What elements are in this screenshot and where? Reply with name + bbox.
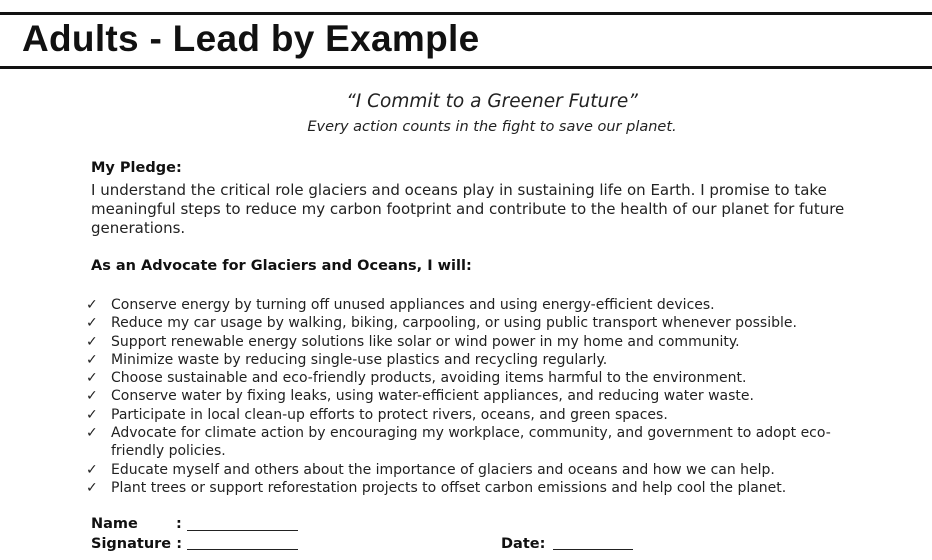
page-title: Adults - Lead by Example	[22, 18, 480, 59]
title-underline	[0, 66, 932, 69]
action-item	[86, 296, 876, 314]
date-field[interactable]	[553, 549, 633, 550]
check-icon: ✓	[86, 351, 98, 368]
action-text: Conserve energy by turning off unused appliances and using energy-efficient devices.	[111, 297, 715, 313]
signature-field[interactable]	[187, 549, 298, 550]
check-icon: ✓	[86, 315, 98, 332]
check-icon: ✓	[86, 333, 98, 350]
action-item	[86, 314, 876, 332]
action-item	[86, 406, 876, 424]
date-label: Date:	[501, 536, 546, 552]
pledge-subline: Every action counts in the fight to save our planet.	[307, 119, 677, 135]
action-item	[86, 479, 876, 497]
action-text: Participate in local clean-up efforts to protect rivers, oceans, and green spaces.	[111, 406, 668, 423]
action-item	[86, 369, 876, 387]
action-text: Educate myself and others about the importance of glaciers and oceans and how we can help.	[111, 461, 775, 478]
action-item	[86, 333, 876, 351]
action-text: Conserve water by fixing leaks, using water-efficient appliances, and reducing water waste.	[111, 388, 754, 405]
signature-label: Signature :	[91, 536, 182, 552]
check-icon: ✓	[86, 388, 98, 405]
action-text: Support renewable energy solutions like solar or wind power in my home and community.	[111, 333, 740, 350]
action-list	[86, 296, 876, 497]
advocate-heading: As an Advocate for Glaciers and Oceans, I will:	[91, 258, 472, 274]
action-text: Advocate for climate action by encouraging my workplace, community, and government to adopt eco-friendly policies.	[111, 425, 831, 460]
name-label: Name	[91, 516, 138, 532]
action-text: Minimize waste by reducing single-use plastics and recycling regularly.	[111, 351, 608, 368]
check-icon: ✓	[86, 297, 98, 313]
check-icon: ✓	[86, 406, 98, 423]
check-icon: ✓	[86, 461, 98, 478]
action-item	[86, 424, 876, 461]
action-text: Choose sustainable and eco-friendly products, avoiding items harmful to the environment.	[111, 370, 747, 387]
check-icon: ✓	[86, 425, 98, 442]
name-colon: :	[176, 516, 182, 532]
check-icon: ✓	[86, 479, 98, 496]
pledge-heading: My Pledge:	[91, 160, 182, 176]
action-item	[86, 351, 876, 369]
pledge-headline: “I Commit to a Greener Future”	[346, 91, 638, 112]
action-text: Reduce my car usage by walking, biking, carpooling, or using public transport whenever possible.	[111, 315, 797, 332]
action-item	[86, 461, 876, 479]
top-rule	[0, 12, 932, 15]
name-field[interactable]	[187, 530, 298, 531]
check-icon: ✓	[86, 370, 98, 387]
action-item	[86, 387, 876, 405]
action-text: Plant trees or support reforestation projects to offset carbon emissions and help cool the planet.	[111, 479, 787, 496]
pledge-body: I understand the critical role glaciers and oceans play in sustaining life on Earth. I promise to take meaningful steps to reduce my carbon footprint and contribute to the health of our planet for future generations.	[91, 181, 845, 237]
